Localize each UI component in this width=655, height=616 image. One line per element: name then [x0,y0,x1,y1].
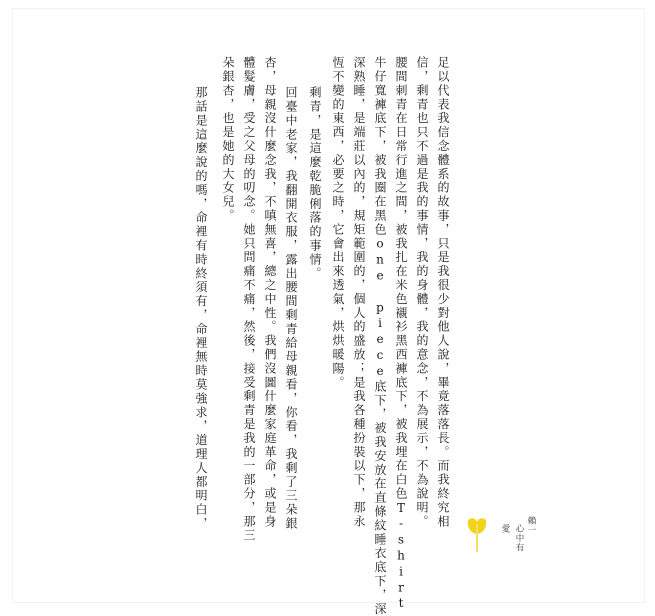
text-column-10: 體髮膚，受之父母的叨念。她只問痛不痛，然後，接受剩青是我的一部分，那三 [242,56,256,543]
sidebar-line-3: 愛 [500,524,510,534]
text-column-11: 朵銀杏，也是她的大女兒。 [221,56,235,223]
text-column-9: 杏，母親沒什麼念我，不嗔無喜，總之中性。我們沒圖什麼家庭革命，或是身 [263,56,277,529]
text-column-6: 恆不變的東西，必要之時，它會出來透氣，烘烘暖陽。 [331,56,345,390]
ginkgo-leaf-icon [466,514,488,554]
text-column-7: 剩青，是這麼乾脆俐落的事情。 [308,86,322,281]
page-frame [12,8,645,603]
text-column-1: 足以代表我信念體系的故事，只是我很少對他人說，畢竟落落長。而我終究相 [436,56,450,529]
text-column-12: 那話是這麼說的嗎，命裡有時終須有，命裡無時莫強求，道理人都明白， [194,86,208,531]
text-column-4: 牛仔寬褲底下，被我圈在黑色one piece底下，被我安放在直條紋睡衣底下，深 [373,56,387,616]
text-column-2: 信，剩青也只不過是我的事情，我的身體，我的意念，不為展示，不為說明。 [415,56,429,529]
text-column-5: 深熟睡，是端莊以內的，規矩範圍的，個人的盛放；是我各種扮裝以下，那永 [352,56,366,529]
sidebar-line-1: 賴一 [526,516,536,535]
book-sidebar [498,516,538,576]
sidebar-line-2: 心中有 [514,524,524,553]
text-column-3: 腰間刺青在日常行進之間，被我扎在米色襯衫黑西褲底下，被我埋在白色T-shirt [394,56,408,613]
text-column-8: 回臺中老家，我翻開衣服，露出腰間剩青給母親看，你看，我剩了三朵銀 [284,86,298,531]
